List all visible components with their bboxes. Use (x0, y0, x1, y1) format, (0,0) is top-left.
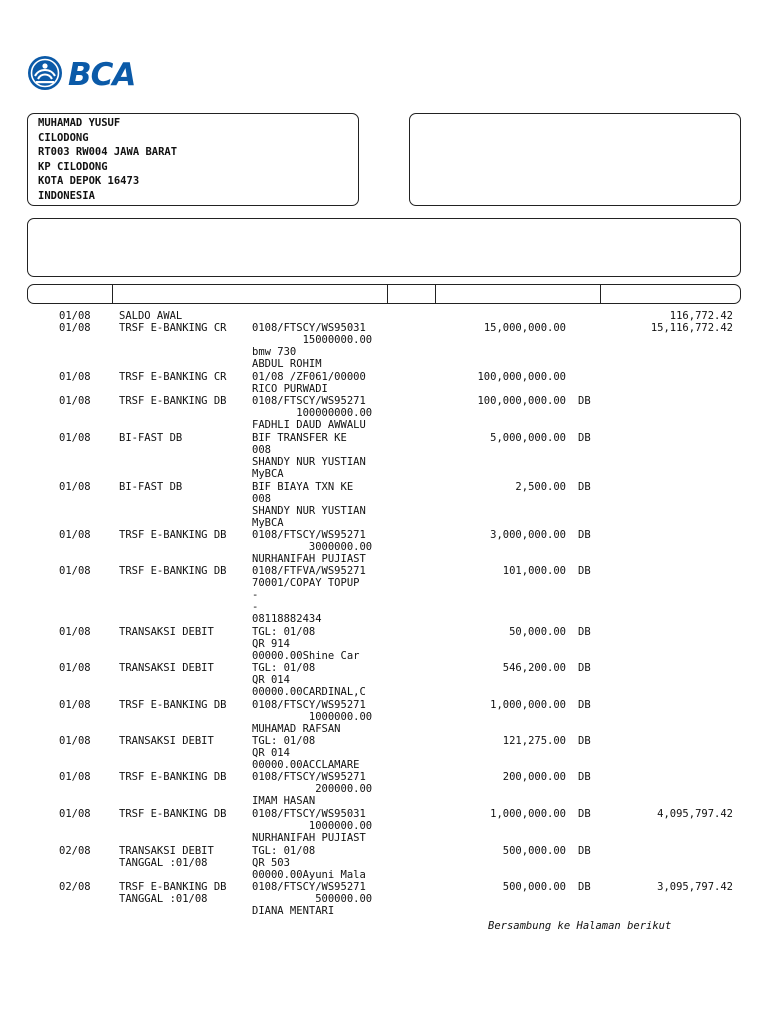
tx-amount: 1,000,000.00 (490, 808, 566, 820)
tx-detail: QR 503 (252, 857, 290, 870)
tx-dbcr: DB (578, 845, 591, 857)
tx-amount: 100,000,000.00 (477, 395, 566, 407)
tx-date: 01/08 (59, 529, 91, 541)
tx-amount: 2,500.00 (515, 481, 566, 493)
tx-detail: 0108/FTSCY/WS95271 (252, 881, 366, 893)
tx-detail: 00000.00Ayuni Mala (252, 869, 366, 882)
tx-dbcr: DB (578, 565, 591, 577)
tx-detail: 1000000.00 (252, 820, 373, 833)
tx-amount: 500,000.00 (502, 881, 566, 893)
tx-description: TRANSAKSI DEBIT (119, 735, 214, 747)
bca-emblem-icon (28, 56, 62, 90)
tx-detail: TGL: 01/08 (252, 626, 316, 638)
tx-balance: 3,095,797.42 (657, 881, 733, 893)
tx-amount: 121,275.00 (502, 735, 566, 747)
tx-detail: 0108/FTSCY/WS95031 (252, 322, 366, 334)
tx-detail: 00000.00CARDINAL,C (252, 686, 366, 699)
tx-description: BI-FAST DB (119, 481, 183, 493)
tx-description: TRSF E-BANKING CR (119, 322, 227, 334)
tx-description: TRSF E-BANKING DB (119, 529, 227, 541)
tx-dbcr: DB (578, 481, 591, 493)
tx-detail: NURHANIFAH PUJIAST (252, 553, 366, 566)
tx-detail: 100000000.00 (252, 407, 373, 420)
tx-date: 01/08 (59, 310, 91, 322)
tx-detail: RICO PURWADI (252, 383, 328, 396)
address-line: RT003 RW004 JAWA BARAT (38, 146, 178, 159)
tx-detail: 500000.00 (252, 893, 373, 906)
tx-amount: 546,200.00 (502, 662, 566, 674)
tx-detail: TGL: 01/08 (252, 845, 316, 857)
column-divider (435, 285, 436, 303)
tx-dbcr: DB (578, 529, 591, 541)
tx-balance: 116,772.42 (669, 310, 733, 322)
tx-detail: 3000000.00 (252, 541, 373, 554)
tx-amount: 100,000,000.00 (477, 371, 566, 383)
tx-description: TRSF E-BANKING DB (119, 699, 227, 711)
address-line: KP CILODONG (38, 160, 108, 173)
tx-date: 01/08 (59, 322, 91, 334)
tx-detail: MyBCA (252, 517, 284, 530)
tx-detail: MUHAMAD RAFSAN (252, 723, 341, 736)
tx-amount: 500,000.00 (502, 845, 566, 857)
tx-detail: 0108/FTSCY/WS95271 (252, 699, 366, 711)
tx-detail: BIF TRANSFER KE (252, 432, 347, 444)
account-info-box (409, 113, 741, 206)
tx-description: TRSF E-BANKING DB (119, 395, 227, 407)
tx-description: TANGGAL :01/08 (119, 857, 208, 869)
tx-detail: 00000.00Shine Car (252, 650, 360, 663)
tx-dbcr: DB (578, 662, 591, 674)
tx-date: 01/08 (59, 432, 91, 444)
tx-description: TRSF E-BANKING DB (119, 771, 227, 783)
tx-detail: MyBCA (252, 468, 284, 481)
tx-description: TRANSAKSI DEBIT (119, 662, 214, 674)
tx-amount: 15,000,000.00 (483, 322, 566, 334)
tx-date: 01/08 (59, 771, 91, 783)
tx-dbcr: DB (578, 626, 591, 638)
tx-description: TRANSAKSI DEBIT (119, 845, 214, 857)
column-divider (600, 285, 601, 303)
tx-detail: SHANDY NUR YUSTIAN (252, 505, 366, 518)
tx-description: TRSF E-BANKING CR (119, 371, 227, 383)
tx-balance: 4,095,797.42 (657, 808, 733, 820)
tx-detail: 1000000.00 (252, 711, 373, 724)
tx-amount: 1,000,000.00 (490, 699, 566, 711)
tx-description: TRSF E-BANKING DB (119, 565, 227, 577)
tx-detail: 008 (252, 444, 271, 457)
bca-logo-text: BCA (68, 57, 136, 92)
table-header-bar (27, 284, 741, 304)
tx-date: 01/08 (59, 735, 91, 747)
customer-name: MUHAMAD YUSUF (38, 117, 121, 129)
tx-detail: BIF BIAYA TXN KE (252, 481, 354, 493)
tx-detail: - (252, 589, 259, 602)
tx-date: 01/08 (59, 395, 91, 407)
tx-detail: 01/08 /ZF061/00000 (252, 371, 366, 383)
tx-dbcr: DB (578, 881, 591, 893)
tx-description: SALDO AWAL (119, 310, 183, 322)
tx-detail: QR 014 (252, 747, 290, 760)
tx-detail: 0108/FTSCY/WS95271 (252, 395, 366, 407)
tx-dbcr: DB (578, 735, 591, 747)
tx-detail: TGL: 01/08 (252, 735, 316, 747)
tx-detail: IMAM HASAN (252, 795, 316, 808)
tx-detail: DIANA MENTARI (252, 905, 335, 918)
tx-detail: SHANDY NUR YUSTIAN (252, 456, 366, 469)
tx-detail: QR 914 (252, 638, 290, 651)
tx-date: 01/08 (59, 481, 91, 493)
tx-dbcr: DB (578, 771, 591, 783)
tx-date: 01/08 (59, 699, 91, 711)
address-line: KOTA DEPOK 16473 (38, 175, 140, 188)
tx-detail: QR 014 (252, 674, 290, 687)
tx-dbcr: DB (578, 808, 591, 820)
column-divider (387, 285, 388, 303)
tx-description: TANGGAL :01/08 (119, 893, 208, 905)
tx-dbcr: DB (578, 395, 591, 407)
tx-dbcr: DB (578, 699, 591, 711)
tx-amount: 3,000,000.00 (490, 529, 566, 541)
tx-balance: 15,116,772.42 (650, 322, 733, 334)
tx-detail: 008 (252, 493, 271, 506)
tx-amount: 101,000.00 (502, 565, 566, 577)
tx-amount: 5,000,000.00 (490, 432, 566, 444)
tx-amount: 50,000.00 (509, 626, 566, 638)
continued-note: Bersambung ke Halaman berikut (488, 920, 672, 932)
tx-date: 01/08 (59, 626, 91, 638)
tx-date: 01/08 (59, 371, 91, 383)
tx-detail: 70001/COPAY TOPUP (252, 577, 360, 590)
tx-date: 02/08 (59, 881, 91, 893)
tx-detail: 08118882434 (252, 613, 322, 626)
tx-detail: TGL: 01/08 (252, 662, 316, 674)
tx-detail: 0108/FTSCY/WS95271 (252, 771, 366, 783)
address-country: INDONESIA (38, 189, 95, 202)
tx-description: TRSF E-BANKING DB (119, 881, 227, 893)
tx-detail: NURHANIFAH PUJIAST (252, 832, 366, 845)
tx-date: 01/08 (59, 565, 91, 577)
tx-detail: 00000.00ACCLAMARE (252, 759, 360, 772)
address-line: CILODONG (38, 131, 89, 144)
tx-detail: ABDUL ROHIM (252, 358, 322, 371)
tx-description: BI-FAST DB (119, 432, 183, 444)
tx-detail: FADHLI DAUD AWWALU (252, 419, 366, 432)
tx-description: TRANSAKSI DEBIT (119, 626, 214, 638)
tx-detail: 0108/FTSCY/WS95271 (252, 529, 366, 541)
tx-date: 01/08 (59, 662, 91, 674)
tx-detail: 0108/FTFVA/WS95271 (252, 565, 366, 577)
customer-address-box (27, 113, 359, 206)
tx-detail: 15000000.00 (252, 334, 373, 347)
tx-detail: 200000.00 (252, 783, 373, 796)
tx-detail: 0108/FTSCY/WS95031 (252, 808, 366, 820)
column-divider (112, 285, 113, 303)
tx-amount: 200,000.00 (502, 771, 566, 783)
tx-detail: bmw 730 (252, 346, 297, 359)
tx-detail: - (252, 601, 259, 614)
bca-logo (27, 54, 149, 92)
tx-description: TRSF E-BANKING DB (119, 808, 227, 820)
tx-dbcr: DB (578, 432, 591, 444)
tx-date: 01/08 (59, 808, 91, 820)
tx-date: 02/08 (59, 845, 91, 857)
statement-info-box (27, 218, 741, 277)
